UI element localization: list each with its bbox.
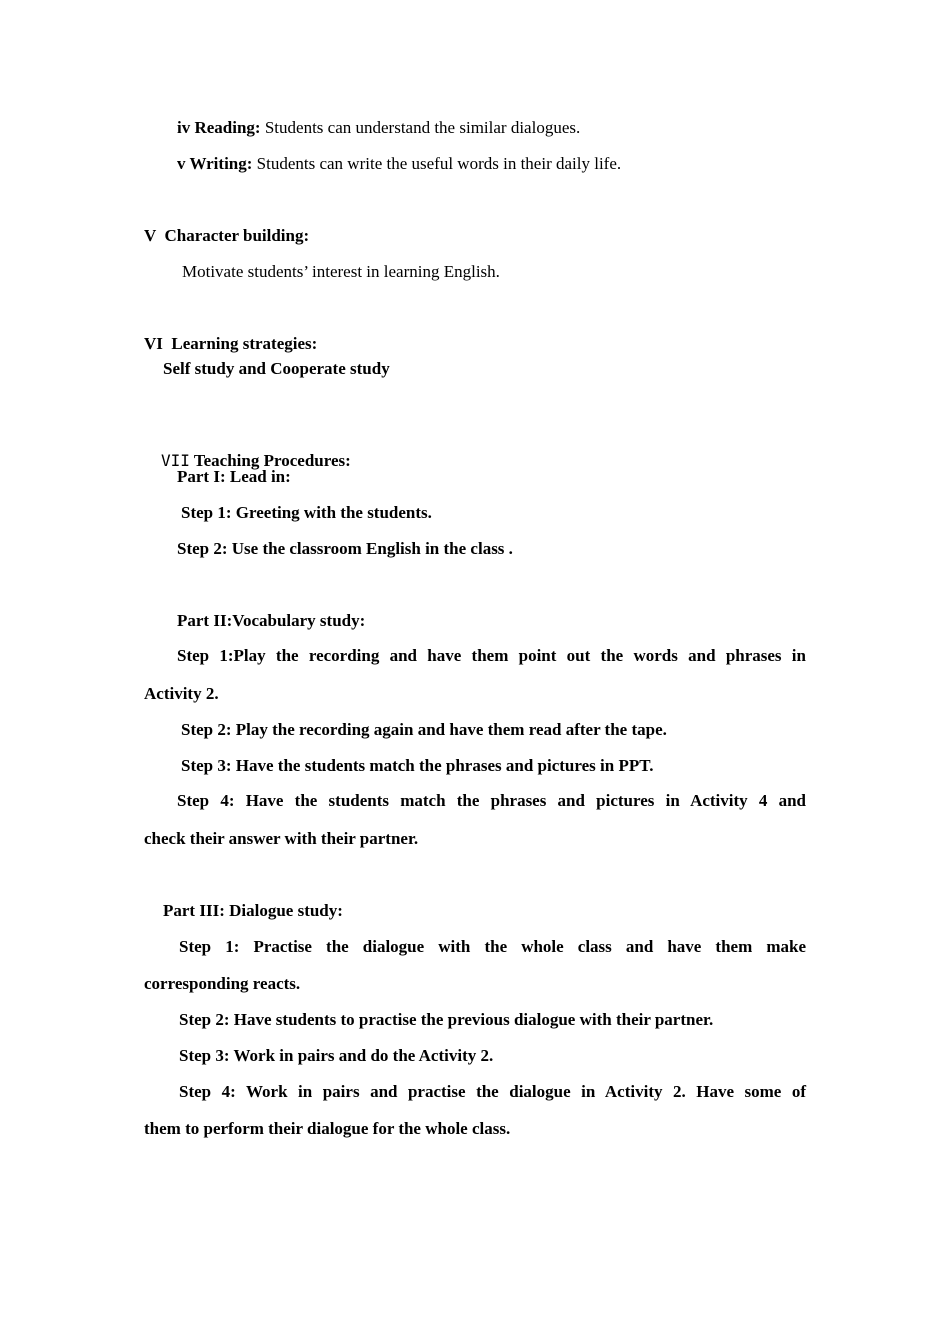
section-vii-numeral: VII: [161, 451, 190, 470]
reading-label: iv Reading:: [177, 118, 261, 137]
part1-title: Part I: Lead in:: [177, 467, 291, 486]
part3-step3: Step 3: Work in pairs and do the Activity 2.: [179, 1046, 494, 1065]
writing-objective: [177, 154, 621, 174]
part3-step2: Step 2: Have students to practise the previous dialogue with their partner.: [179, 1010, 714, 1029]
part2-step3: Step 3: Have the students match the phrases and pictures in PPT.: [181, 756, 654, 775]
section-v-body: Motivate students’ interest in learning English.: [182, 262, 500, 281]
section-v-heading: V Character building:: [144, 226, 310, 245]
part2-step1-line1: Step 1:Play the recording and have them point out the words and phrases in: [177, 646, 806, 665]
part3-step1-line2: corresponding reacts.: [144, 974, 301, 993]
writing-label: v Writing:: [177, 154, 253, 173]
part2-step2: Step 2: Play the recording again and have them read after the tape.: [181, 720, 667, 739]
writing-text: Students can write the useful words in their daily life.: [252, 154, 622, 173]
part3-step4-line2: them to perform their dialogue for the whole class.: [144, 1119, 511, 1138]
section-vi-body: Self study and Cooperate study: [163, 359, 390, 378]
part2-title: Part II:Vocabulary study:: [177, 611, 366, 630]
part3-step1-line1: Step 1: Practise the dialogue with the whole class and have them make: [179, 937, 806, 956]
part3-step4-line1: Step 4: Work in pairs and practise the dialogue in Activity 2. Have some of: [179, 1082, 806, 1101]
part2-step4-line1: Step 4: Have the students match the phrases and pictures in Activity 4 and: [177, 791, 806, 810]
part1-step2: Step 2: Use the classroom English in the class .: [177, 539, 513, 558]
part3-title: Part III: Dialogue study:: [163, 901, 343, 920]
part2-step1-line2: Activity 2.: [144, 684, 219, 703]
section-vii-title: Teaching Procedures:: [189, 451, 351, 470]
part1-step1: Step 1: Greeting with the students.: [181, 503, 432, 522]
reading-objective: [177, 118, 580, 138]
reading-text: Students can understand the similar dialogues.: [260, 118, 581, 137]
section-vi-heading: VI Learning strategies:: [144, 334, 318, 353]
part2-step4-line2: check their answer with their partner.: [144, 829, 419, 848]
